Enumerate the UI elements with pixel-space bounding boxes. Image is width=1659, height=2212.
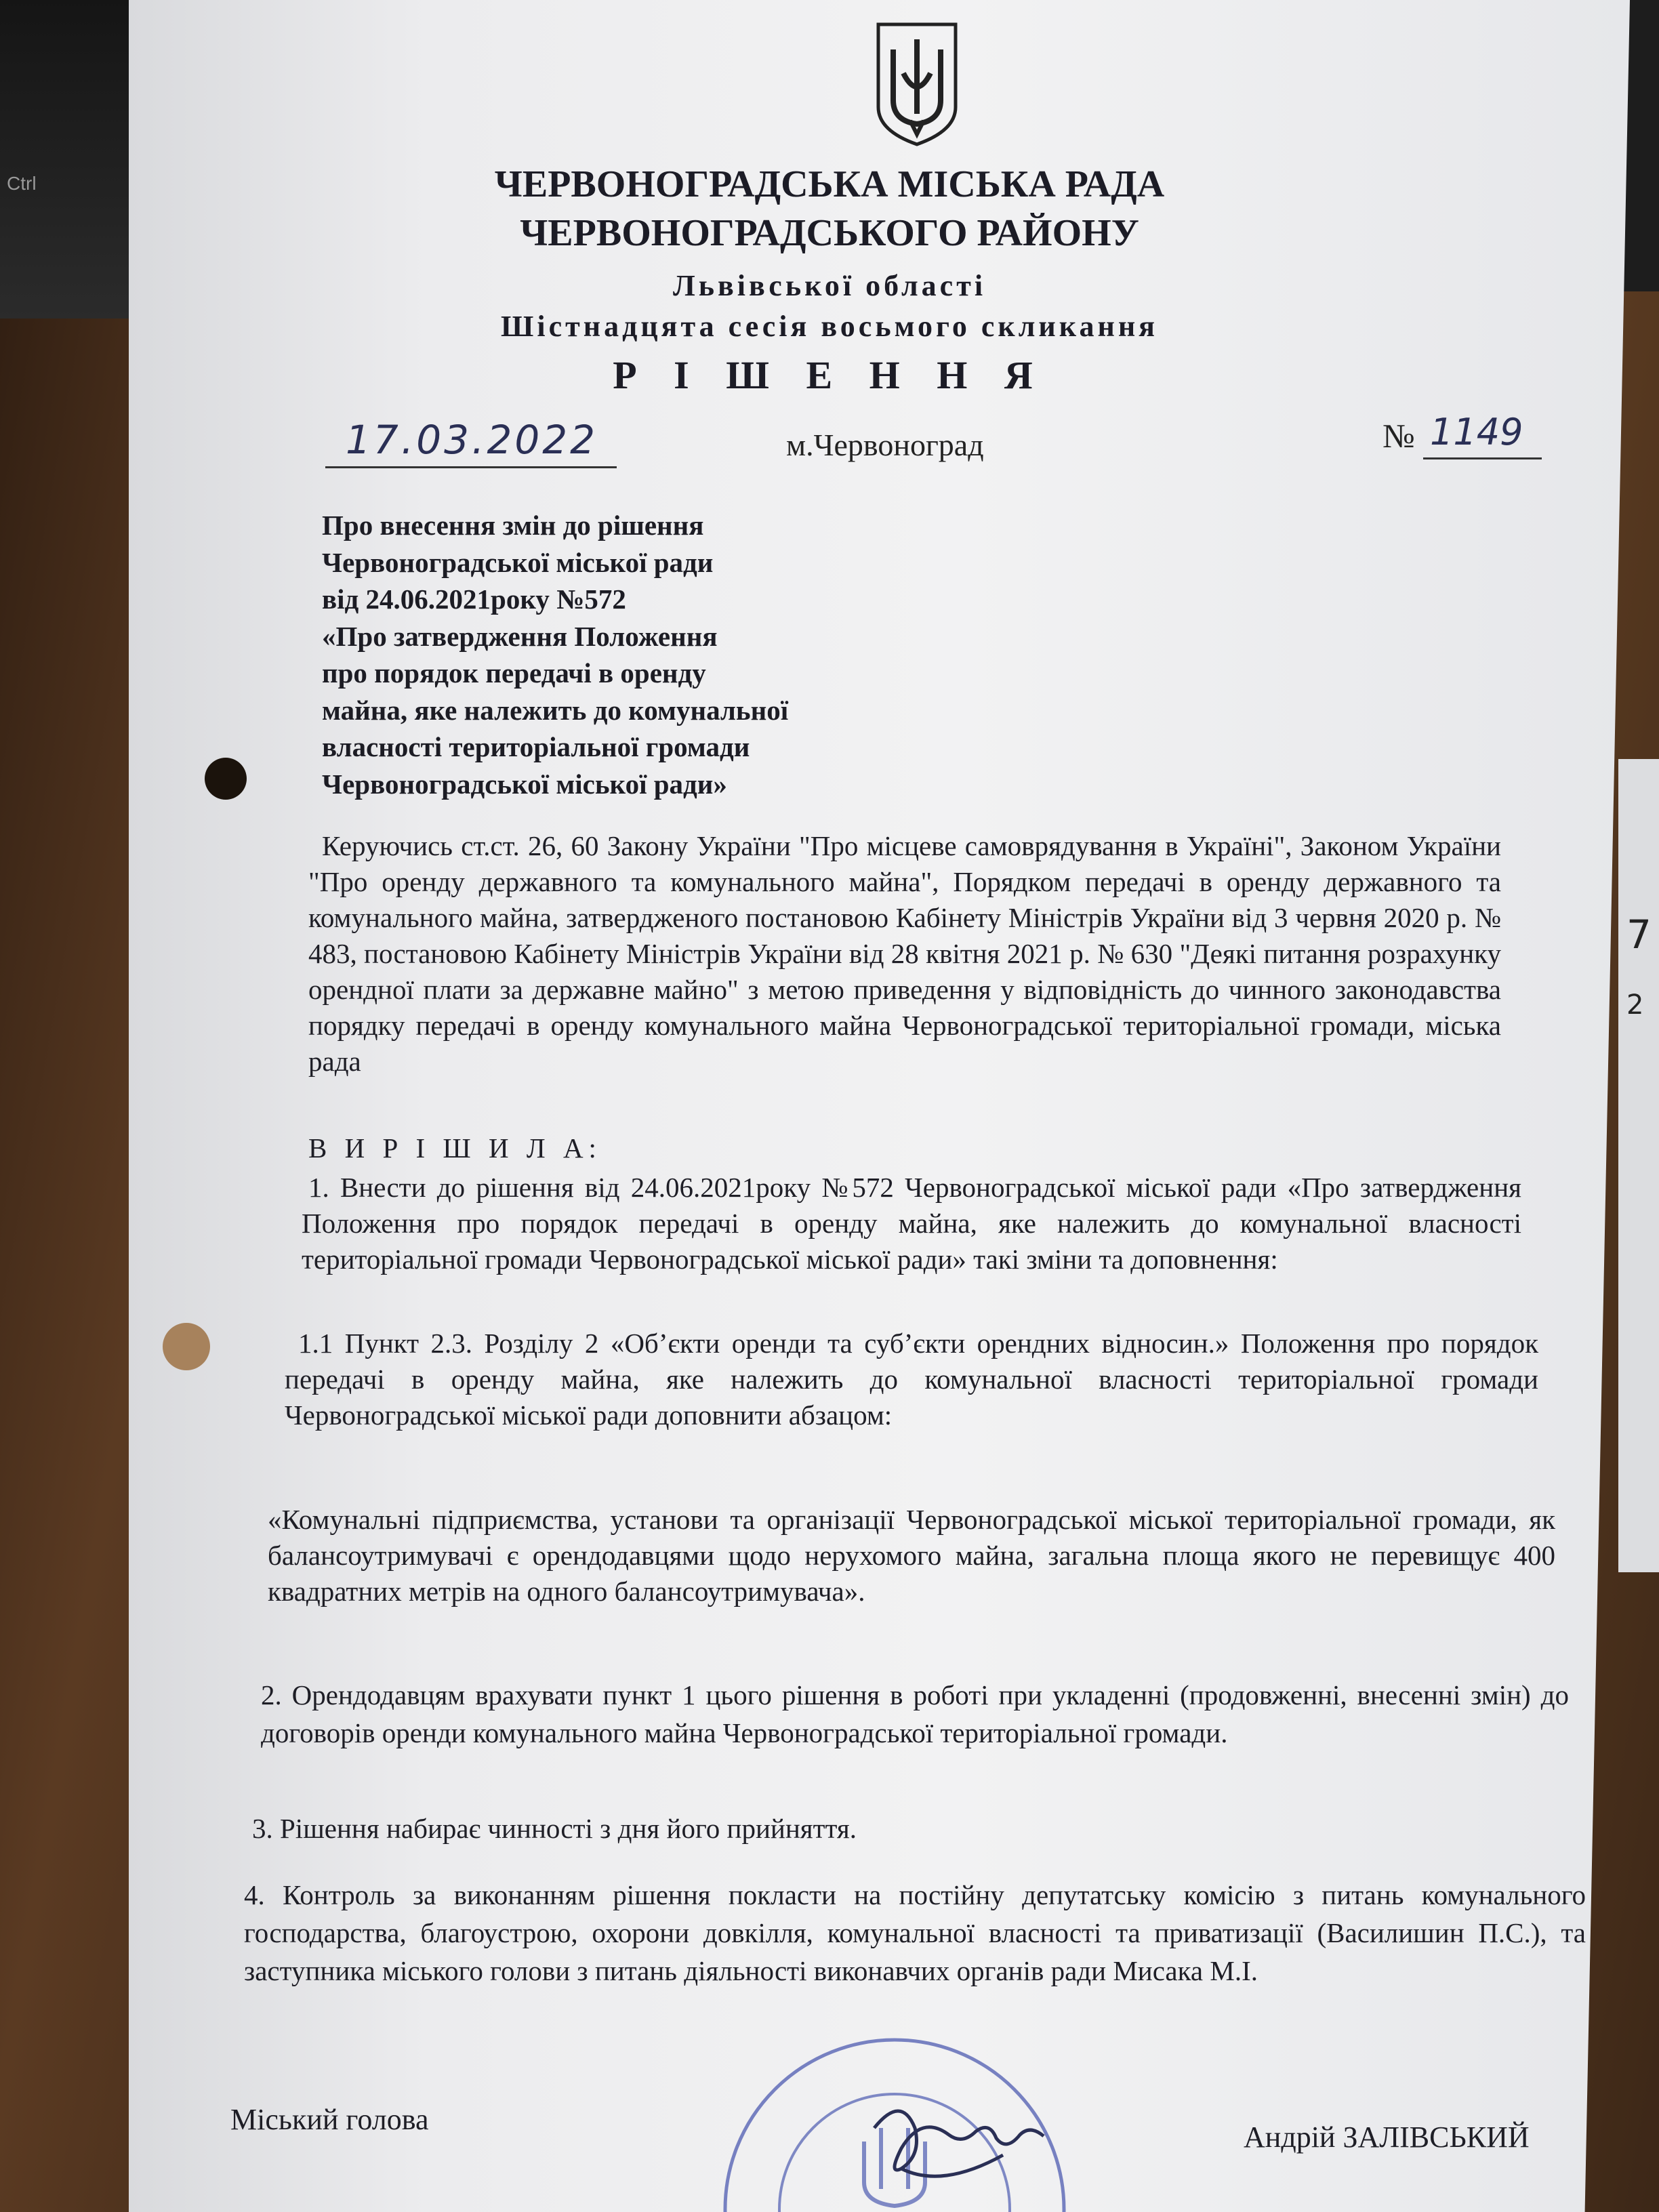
- number-sign: №: [1382, 417, 1415, 455]
- quoted-paragraph: «Комунальні підприємства, установи та організації Червоноградської міської територіальної громади, як балансоутримувачі є орендодавцями щодо нерухомого майна, загальна площа якого не перевищує 400 квадратних метрів на одного балансоутримувача».: [268, 1504, 1555, 1607]
- decision-title: [322, 507, 788, 802]
- handwritten-signature-icon: [861, 2087, 1064, 2196]
- council-name: ЧЕРВОНОГРАДСЬКА МІСЬКА РАДА: [494, 163, 1165, 205]
- title-line: власності територіальної громади: [322, 731, 750, 762]
- preamble-paragraph: Керуючись ст.ст. 26, 60 Закону України "Про місцеве самоврядування в Україні", Законом України "Про оренду державного та комунального майна", Порядком передачі в оренду державного та комунального майна, затвердженого постановою Кабінету Міністрів України від 3 червня 2020 р. № 483, постановою Кабінету Міністрів України від 28 квітня 2021 р. № 630 "Деякі питання розрахунку орендної плати за державне майно" з метою приведення у відповідність до чинного законодавства порядку передачі в оренду комунального майна Червоноградської територіальної громади, міська рада: [308, 830, 1501, 1077]
- district-name: ЧЕРВОНОГРАДСЬКОГО РАЙОНУ: [520, 212, 1139, 254]
- title-line: Червоноградської міської ради: [322, 546, 714, 578]
- title-line: майна, яке належить до комунальної: [322, 694, 789, 726]
- city-name: м.Червоноград: [786, 428, 984, 462]
- title-line: від 24.06.2021року №572: [322, 583, 626, 615]
- item-4-paragraph: 4. Контроль за виконанням рішення покласти на постійну депутатську комісію з питань комунального господарства, благоустрою, охорони довкілля, комунальної власності та приватизації (Василишин П.С.), та заступника міського голови з питань діяльності виконавчих органів ради Мисака М.І.: [244, 1879, 1586, 1986]
- background-paper: [1618, 759, 1659, 1572]
- punch-hole: [205, 758, 247, 800]
- title-line: Про внесення змін до рішення: [322, 510, 704, 541]
- trident-emblem-icon: [873, 19, 961, 148]
- item-1-paragraph: 1. Внести до рішення від 24.06.2021року №572 Червоноградської міської ради «Про затвердження Положення про порядок передачі в оренду майна, яке належить до комунальної власності територіальної громади Червоноградської міської ради» такі зміни та доповнення:: [302, 1172, 1521, 1275]
- margin-mark: 7: [1626, 912, 1652, 958]
- item-1-1-paragraph: 1.1 Пункт 2.3. Розділу 2 «Об’єкти оренди та суб’єкти орендних відносин.» Положення про порядок передачі в оренду майна, яке належить до комунальної власності територіальної громади Червоноградської міської ради доповнити абзацом:: [285, 1328, 1538, 1431]
- punch-hole: [163, 1323, 210, 1370]
- decided-heading: В И Р І Ш И Л А:: [308, 1132, 602, 1164]
- signatory-name: Андрій ЗАЛІВСЬКИЙ: [1244, 2121, 1530, 2154]
- margin-mark: 2: [1626, 989, 1644, 1021]
- item-2-paragraph: 2. Орендодавцям врахувати пункт 1 цього рішення в роботі при укладенні (продовженні, внесенні змін) до договорів оренди комунального майна Червоноградської територіальної громади.: [261, 1679, 1569, 1748]
- document-type: Р І Ш Е Н Н Я: [613, 353, 1046, 397]
- region-name: Львівської області: [672, 269, 987, 302]
- title-line: про порядок передачі в оренду: [322, 657, 706, 689]
- number-underline: [1423, 457, 1542, 459]
- title-line: Червоноградської міської ради»: [322, 768, 727, 800]
- date-underline: [325, 466, 617, 468]
- title-line: «Про затвердження Положення: [322, 620, 718, 652]
- decision-date: 17.03.2022: [346, 417, 598, 463]
- session-name: Шістнадцята сесія восьмого скликання: [501, 310, 1158, 343]
- signatory-position: Міський голова: [230, 2103, 429, 2136]
- ctrl-key-label: Ctrl: [7, 173, 37, 194]
- decision-number: 1149: [1430, 411, 1523, 453]
- item-3-paragraph: 3. Рішення набирає чинності з дня його прийняття.: [252, 1813, 857, 1844]
